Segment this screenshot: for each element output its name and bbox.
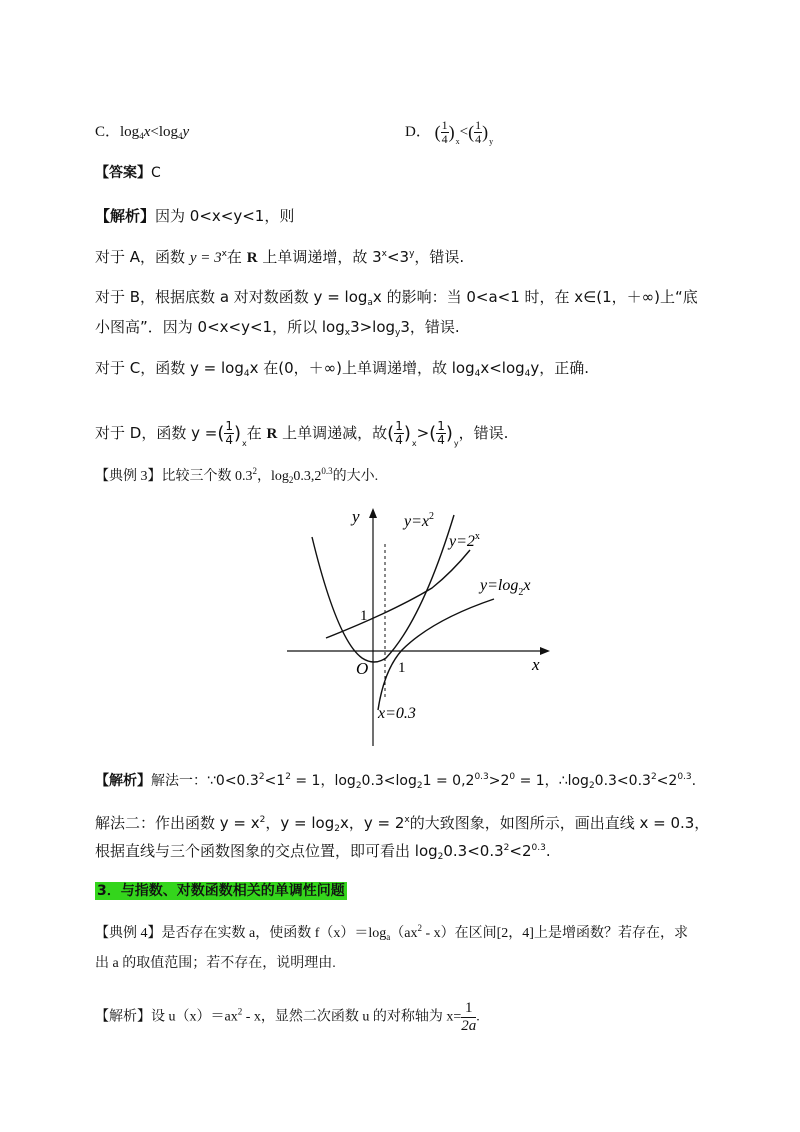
curve-2-power-x bbox=[326, 550, 470, 638]
label-y-x2: $y=x^2$ bbox=[404, 511, 434, 530]
origin-label: O bbox=[356, 659, 369, 678]
label-y-log2x: $y=\log_2x$ bbox=[480, 577, 531, 598]
example3-line: 【典例 3】比较三个数 $0.3^2$，$\log_20.3,2^{0.3}$的大小. bbox=[95, 466, 379, 485]
label-y-2x: $y=2^x$ bbox=[449, 531, 480, 550]
tick-1-y: 1 bbox=[360, 608, 368, 624]
x-axis-label: x bbox=[532, 655, 540, 674]
option-d: D． ( $\frac{1}{4}$ ) $_x$< ( $\frac{1}{4}$ ) $_y$ bbox=[405, 118, 494, 147]
solution-4: 【解析】设 $u(x)=ax^2 - x$，显然二次函数 u 的对称轴为 x= $\frac{1}{2a}$ . bbox=[95, 1000, 480, 1034]
example4-line1: 【典例 4】是否存在实数 a，使函数 $f(x)=\log_a(ax^2 - x)$在区间[2，4]上是增函数？若存在，求 bbox=[95, 923, 688, 942]
analysis-d: 对于 D，函数 y = ( $\frac{1}{4}$ ) $_x$在 R 上单调递减，故 ( $\frac{1}{4}$ ) $_x$> ( $\frac{1}{4}$ ) $_y$，错误. bbox=[95, 419, 509, 448]
label-x-03: x=0.3 bbox=[378, 705, 416, 722]
analysis-b-line2: 小图高”．因为 0<x<y<1，所以 $\log_x3>\log_y3$，错误. bbox=[95, 318, 460, 338]
y-axis-arrow bbox=[369, 508, 377, 518]
solution-1: 【解析】解法一：$\because 0<0.3^2<1^2 = 1$，$\log_20.3<\log_21 = 0,2^{0.3}>2^0 = 1$，$\therefore\log_20.3<0.3^2<2^{0.3}$. bbox=[95, 772, 697, 791]
curve-x-squared bbox=[312, 515, 454, 662]
analysis-a: 对于 A，函数 $y = 3^x$在 R 上单调递增，故 $3^x<3^y$，错误. bbox=[95, 248, 465, 266]
function-graph bbox=[282, 500, 560, 750]
section-3-heading: 3．与指数、对数函数相关的单调性问题 bbox=[97, 883, 345, 899]
option-c: C．$\log_4x<\log_4y$ bbox=[95, 124, 190, 141]
solution-2-line1: 解法二：作出函数 $y = x^2$，$y = \log_2x$，$y = 2^x$的大致图象，如图所示，画出直线 x = 0.3， bbox=[95, 814, 710, 834]
example4-line2: 出 a 的取值范围；若不存在，说明理由. bbox=[95, 956, 336, 971]
curve-log2-x bbox=[378, 599, 494, 710]
y-axis-label: y bbox=[352, 507, 360, 526]
x-axis-arrow bbox=[540, 647, 550, 655]
answer-line: 【答案】C bbox=[95, 165, 161, 181]
tick-1-x: 1 bbox=[398, 660, 406, 676]
solution-2-line2: 根据直线与三个函数图象的交点位置，即可看出 $\log_20.3<0.3^2<2^{0.3}$. bbox=[95, 842, 551, 862]
analysis-b-line1: 对于 B，根据底数 a 对对数函数 $y = \log_ax$ 的影响：当 0<a<1 时，在 x∈(1，＋∞)上“底 bbox=[95, 288, 698, 308]
analysis-intro: 【解析】因为 0<x<y<1，则 bbox=[95, 207, 295, 225]
analysis-c: 对于 C，函数 $y = \log_4x$ 在(0，＋∞)上单调递增，故 $\log_4x<\log_4y$，正确. bbox=[95, 359, 590, 379]
